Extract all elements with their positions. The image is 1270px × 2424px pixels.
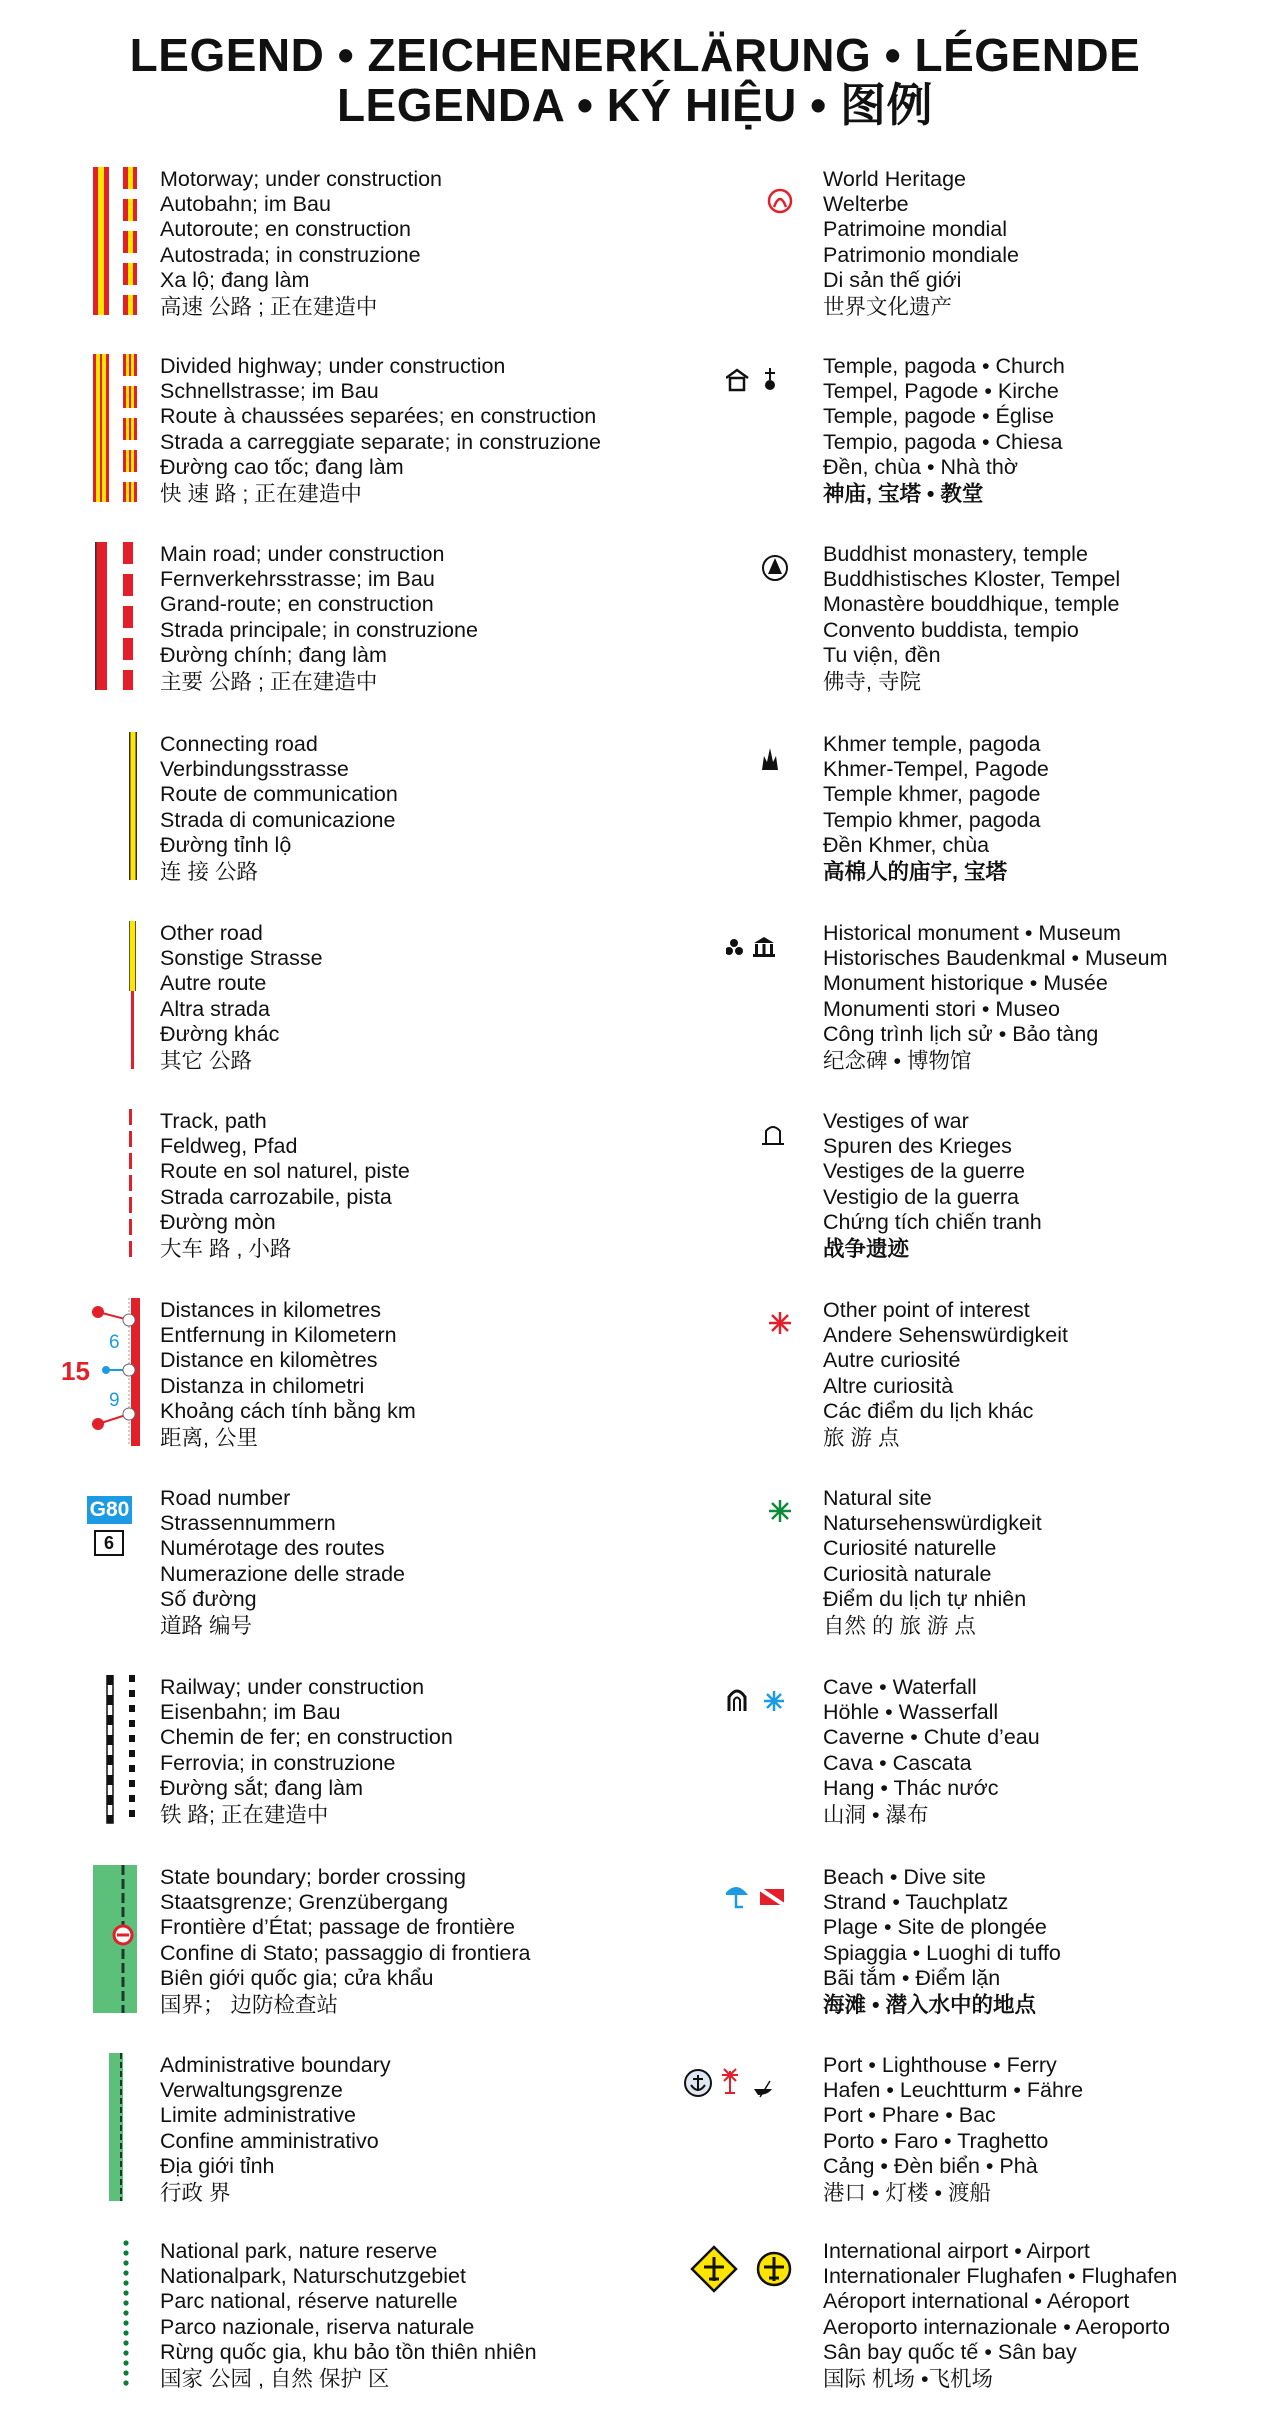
legend-label: Curiosità naturale — [823, 1561, 992, 1586]
buddhist-monastery-icon — [726, 542, 796, 607]
legend-label: Route à chaussées separées; en construction — [160, 404, 597, 429]
legend-label: Administrative boundary — [160, 2053, 391, 2077]
legend-entry-text — [823, 921, 1168, 1074]
legend-label: Cave • Waterfall — [823, 1675, 977, 1699]
legend-label: Welterbe — [823, 192, 909, 217]
legend-label: Altra strada — [160, 996, 270, 1021]
legend-label: Spiaggia • Luoghi di tuffo — [823, 1940, 1061, 1965]
legend-label: Convento buddista, tempio — [823, 617, 1079, 642]
legend-label: Other road — [160, 921, 263, 945]
legend-label: Chứng tích chiến tranh — [823, 1209, 1042, 1234]
legend-label: Vestiges de la guerre — [823, 1159, 1025, 1184]
legend-label: Vestigio de la guerra — [823, 1184, 1020, 1209]
legend-label: Autostrada; in construzione — [160, 242, 421, 267]
legend-label: Autobahn; im Bau — [160, 192, 331, 217]
legend-label: Đền Khmer, chùa — [823, 832, 990, 857]
legend-label: Andere Sehenswürdigkeit — [823, 1323, 1069, 1348]
legend-label-chinese: 高速 公路 ; 正在建造中 — [160, 295, 378, 320]
legend-label-chinese: 快 速 路 ; 正在建造中 — [160, 482, 362, 507]
legend-label: Divided highway; under construction — [160, 354, 506, 378]
legend-entry — [0, 354, 1270, 534]
legend-label-chinese: 高棉人的庙宇, 宝塔 — [823, 860, 1007, 885]
legend-label: Đường khác — [160, 1021, 280, 1046]
legend-label: Biên giới quốc gia; cửa khẩu — [160, 1965, 434, 1990]
legend-label: Strand • Tauchplatz — [823, 1890, 1009, 1915]
legend-label: Khoảng cách tính bằng km — [160, 1398, 416, 1423]
legend-label: Confine di Stato; passaggio di frontiera — [160, 1940, 531, 1965]
road-number-box: 6 — [94, 1530, 124, 1556]
legend-label: Connecting road — [160, 732, 318, 756]
legend-label: Tempel, Pagode • Kirche — [823, 379, 1059, 404]
legend-label: Khmer temple, pagoda — [823, 732, 1041, 756]
legend-label: Eisenbahn; im Bau — [160, 1700, 341, 1725]
legend-entry-text — [823, 1109, 1042, 1262]
legend-title: LEGEND • ZEICHENERKLÄRUNG • LÉGENDE — [129, 29, 1141, 81]
legend-label: World Heritage — [823, 167, 966, 191]
legend-label: Route de communication — [160, 782, 398, 807]
legend-entry-text — [823, 2053, 1083, 2206]
legend-label-chinese: 纪念碑 • 博物馆 — [823, 1049, 972, 1074]
legend-label: Nationalpark, Naturschutzgebiet — [160, 2264, 466, 2289]
legend-label: Natural site — [823, 1486, 932, 1510]
legend-label-chinese: 行政 界 — [160, 2181, 231, 2206]
legend-label-chinese: 连 接 公路 — [160, 860, 258, 885]
legend-label: Sân bay quốc tế • Sân bay — [823, 2339, 1077, 2364]
legend-label: Strada a carreggiate separate; in construzione — [160, 429, 602, 454]
legend-label: Đền, chùa • Nhà thờ — [823, 454, 1018, 479]
legend-label: Route en sol naturel, piste — [160, 1159, 410, 1184]
legend-label-chinese: 神庙, 宝塔 • 教堂 — [823, 482, 984, 507]
legend-label: Entfernung in Kilometern — [160, 1323, 397, 1348]
legend-label-chinese: 山洞 • 瀑布 — [823, 1803, 929, 1828]
legend-label-chinese: 海滩 • 潜入水中的地点 — [823, 1993, 1036, 2018]
legend-label: Khmer-Tempel, Pagode — [823, 757, 1049, 782]
legend-label: Verbindungsstrasse — [160, 757, 349, 782]
legend-label: Cảng • Đèn biển • Phà — [823, 2153, 1038, 2178]
legend-entry-text — [823, 167, 1019, 320]
legend-label: Đường sắt; đang làm — [160, 1775, 363, 1800]
legend-label: Altre curiosità — [823, 1373, 954, 1398]
legend-label: Di sản thế giới — [823, 267, 962, 292]
legend-label: Caverne • Chute d’eau — [823, 1725, 1040, 1750]
legend-label: Road number — [160, 1486, 291, 1510]
legend-label: Hang • Thác nước — [823, 1775, 999, 1800]
legend-label: Strada carrozabile, pista — [160, 1184, 392, 1209]
legend-label: Historisches Baudenkmal • Museum — [823, 946, 1168, 971]
legend-label-chinese: 自然 的 旅 游 点 — [823, 1614, 976, 1639]
legend-label-chinese: 国界； 边防检查站 — [160, 1993, 338, 2018]
legend-label: Bãi tắm • Điểm lặn — [823, 1965, 1001, 1990]
legend-label: Main road; under construction — [160, 542, 445, 566]
legend-label: Sonstige Strasse — [160, 946, 323, 971]
legend-entry — [0, 2239, 1270, 2419]
legend-label: Verwaltungsgrenze — [160, 2078, 343, 2103]
legend-label: State boundary; border crossing — [160, 1865, 466, 1889]
legend-label: Số đường — [160, 1586, 257, 1611]
legend-label: Fernverkehrsstrasse; im Bau — [160, 567, 435, 592]
legend-label: Spuren des Krieges — [823, 1134, 1012, 1159]
monument-museum-icon — [726, 921, 796, 990]
legend-label: Frontière d’État; passage de frontière — [160, 1915, 515, 1940]
legend-label: Monument historique • Musée — [823, 971, 1108, 996]
legend-entry — [0, 2053, 1270, 2233]
legend-label: Tempio khmer, pagoda — [823, 807, 1041, 832]
legend-label: Địa giới tỉnh — [160, 2153, 275, 2178]
legend-label: Distances in kilometres — [160, 1298, 382, 1322]
legend-label-chinese: 铁 路; 正在建造中 — [160, 1803, 329, 1828]
natural-site-icon — [726, 1486, 796, 1551]
legend-label: Motorway; under construction — [160, 167, 443, 191]
legend-label: Đường tỉnh lộ — [160, 832, 292, 857]
legend-entry — [0, 1109, 1270, 1289]
legend-label: Buddhist monastery, temple — [823, 542, 1088, 566]
legend-label: Natursehenswürdigkeit — [823, 1511, 1042, 1536]
legend-label-chinese: 国际 机场 •飞机场 — [823, 2367, 993, 2392]
cave-waterfall-icon — [726, 1675, 796, 1740]
distance-label-partial: 6 — [109, 1332, 120, 1353]
legend-label: Distance en kilomètres — [160, 1348, 378, 1373]
legend-label: Strada di comunicazione — [160, 807, 396, 832]
legend-label: Công trình lịch sử • Bảo tàng — [823, 1021, 1099, 1046]
legend-label: Historical monument • Museum — [823, 921, 1121, 945]
legend-label: Chemin de fer; en construction — [160, 1725, 453, 1750]
legend-label: Limite administrative — [160, 2103, 356, 2128]
legend-label: Monastère bouddhique, temple — [823, 592, 1120, 617]
legend-label: Temple khmer, pagode — [823, 782, 1041, 807]
world-heritage-icon — [726, 167, 796, 240]
legend-label: Các điểm du lịch khác — [823, 1398, 1034, 1423]
legend-label: Numérotage des routes — [160, 1536, 385, 1561]
legend-label: Autre curiosité — [823, 1348, 961, 1373]
legend-label: Tempio, pagoda • Chiesa — [823, 429, 1063, 454]
legend-entry-text — [823, 1675, 1040, 1828]
legend-label-chinese: 世界文化遗产 — [823, 295, 953, 320]
legend-label: Cava • Cascata — [823, 1750, 972, 1775]
legend-label: Buddhistisches Kloster, Tempel — [823, 567, 1121, 592]
legend-label: Numerazione delle strade — [160, 1561, 405, 1586]
legend-subtitle: LEGENDA • KÝ HIỆU • 图例 — [336, 79, 934, 131]
legend-label-chinese: 战争遗迹 — [823, 1237, 910, 1262]
legend-entry — [0, 1486, 1270, 1666]
legend-label: Other point of interest — [823, 1298, 1030, 1322]
legend-label: Tu viện, đền — [823, 642, 941, 667]
legend-label: Schnellstrasse; im Bau — [160, 379, 379, 404]
legend-label-chinese: 道路 编号 — [160, 1614, 252, 1639]
legend-label: International airport • Airport — [823, 2239, 1090, 2263]
legend-label: Ferrovia; in construzione — [160, 1750, 396, 1775]
legend-label: Xa lộ; đang làm — [160, 267, 310, 292]
legend-label: Strassennummern — [160, 1511, 336, 1536]
legend-label: Hafen • Leuchtturm • Fähre — [823, 2078, 1084, 2103]
distance-label-total: 15 — [61, 1356, 90, 1386]
legend-label: Đường cao tốc; đang làm — [160, 454, 404, 479]
legend-entry — [0, 167, 1270, 347]
legend-label: Curiosité naturelle — [823, 1536, 997, 1561]
legend-entry-text — [823, 1298, 1068, 1451]
legend-label: Aeroporto internazionale • Aeroporto — [823, 2314, 1170, 2339]
legend-label: Parc national, réserve naturelle — [160, 2289, 458, 2314]
legend-entry — [0, 921, 1270, 1101]
legend-label: Railway; under construction — [160, 1675, 425, 1699]
legend-label: Rừng quốc gia, khu bảo tồn thiên nhiên — [160, 2339, 537, 2364]
point-of-interest-icon — [726, 1298, 796, 1363]
legend-label: Port • Phare • Bac — [823, 2103, 996, 2128]
legend-label: Confine amministrativo — [160, 2128, 379, 2153]
legend-label: Đường chính; đang làm — [160, 642, 387, 667]
legend-label-chinese: 佛寺, 寺院 — [823, 670, 921, 695]
legend-label: Grand-route; en construction — [160, 592, 434, 617]
legend-label: Port • Lighthouse • Ferry — [823, 2053, 1057, 2077]
legend-label: Autoroute; en construction — [160, 217, 411, 242]
legend-label-chinese: 主要 公路 ; 正在建造中 — [160, 670, 378, 695]
legend-entry-text — [823, 1486, 1042, 1639]
distance-label-partial: 9 — [109, 1390, 120, 1411]
legend-label: Monumenti stori • Museo — [823, 996, 1060, 1021]
legend-label-chinese: 大车 路 , 小路 — [160, 1237, 292, 1262]
legend-entry — [0, 732, 1270, 912]
legend-entry-text — [823, 354, 1065, 507]
legend-label: Patrimoine mondial — [823, 217, 1008, 242]
temple-church-icon — [726, 354, 796, 419]
legend-label: Porto • Faro • Traghetto — [823, 2128, 1049, 2153]
legend-entry — [0, 542, 1270, 722]
legend-entry — [0, 1865, 1270, 2045]
legend-label-chinese: 距离, 公里 — [160, 1426, 258, 1451]
legend-entry-text — [823, 542, 1120, 695]
legend-label: Điểm du lịch tự nhiên — [823, 1586, 1027, 1611]
legend-label: Staatsgrenze; Grenzübergang — [160, 1890, 449, 1915]
legend-label: Strada principale; in construzione — [160, 617, 478, 642]
legend-label: Aéroport international • Aéroport — [823, 2289, 1130, 2314]
beach-dive-icon — [726, 1865, 806, 1934]
legend-label: Plage • Site de plongée — [823, 1915, 1047, 1940]
legend-label: Parco nazionale, riserva naturale — [160, 2314, 475, 2339]
legend-label-chinese: 旅 游 点 — [823, 1426, 900, 1451]
road-number-badge: G80 — [87, 1496, 132, 1524]
legend-label: Đường mòn — [160, 1209, 276, 1234]
legend-entry-text — [823, 1865, 1061, 2018]
legend-label: Patrimonio mondiale — [823, 242, 1019, 267]
legend-label: Temple, pagoda • Church — [823, 354, 1065, 378]
legend-label: Autre route — [160, 971, 267, 996]
legend-label: Distanza in chilometri — [160, 1373, 365, 1398]
legend-entry — [0, 1298, 1270, 1478]
legend-label: Feldweg, Pfad — [160, 1134, 298, 1159]
legend-label-chinese: 国家 公园 , 自然 保护 区 — [160, 2367, 390, 2392]
legend-label-chinese: 其它 公路 — [160, 1049, 252, 1074]
legend-label: Temple, pagode • Église — [823, 404, 1055, 429]
vestiges-of-war-icon — [726, 1109, 796, 1178]
legend-entry-text — [823, 732, 1049, 885]
legend-label-chinese: 港口 • 灯楼 • 渡船 — [823, 2181, 991, 2206]
legend-entry-text — [823, 2239, 1177, 2392]
legend-entry — [0, 1675, 1270, 1855]
legend-label: Höhle • Wasserfall — [823, 1700, 999, 1725]
legend-label: Beach • Dive site — [823, 1865, 986, 1889]
legend-label: Track, path — [160, 1109, 267, 1133]
legend-label: National park, nature reserve — [160, 2239, 438, 2263]
khmer-temple-icon — [726, 732, 796, 797]
legend-label: Internationaler Flughafen • Flughafen — [823, 2264, 1178, 2289]
legend-label: Vestiges of war — [823, 1109, 969, 1133]
